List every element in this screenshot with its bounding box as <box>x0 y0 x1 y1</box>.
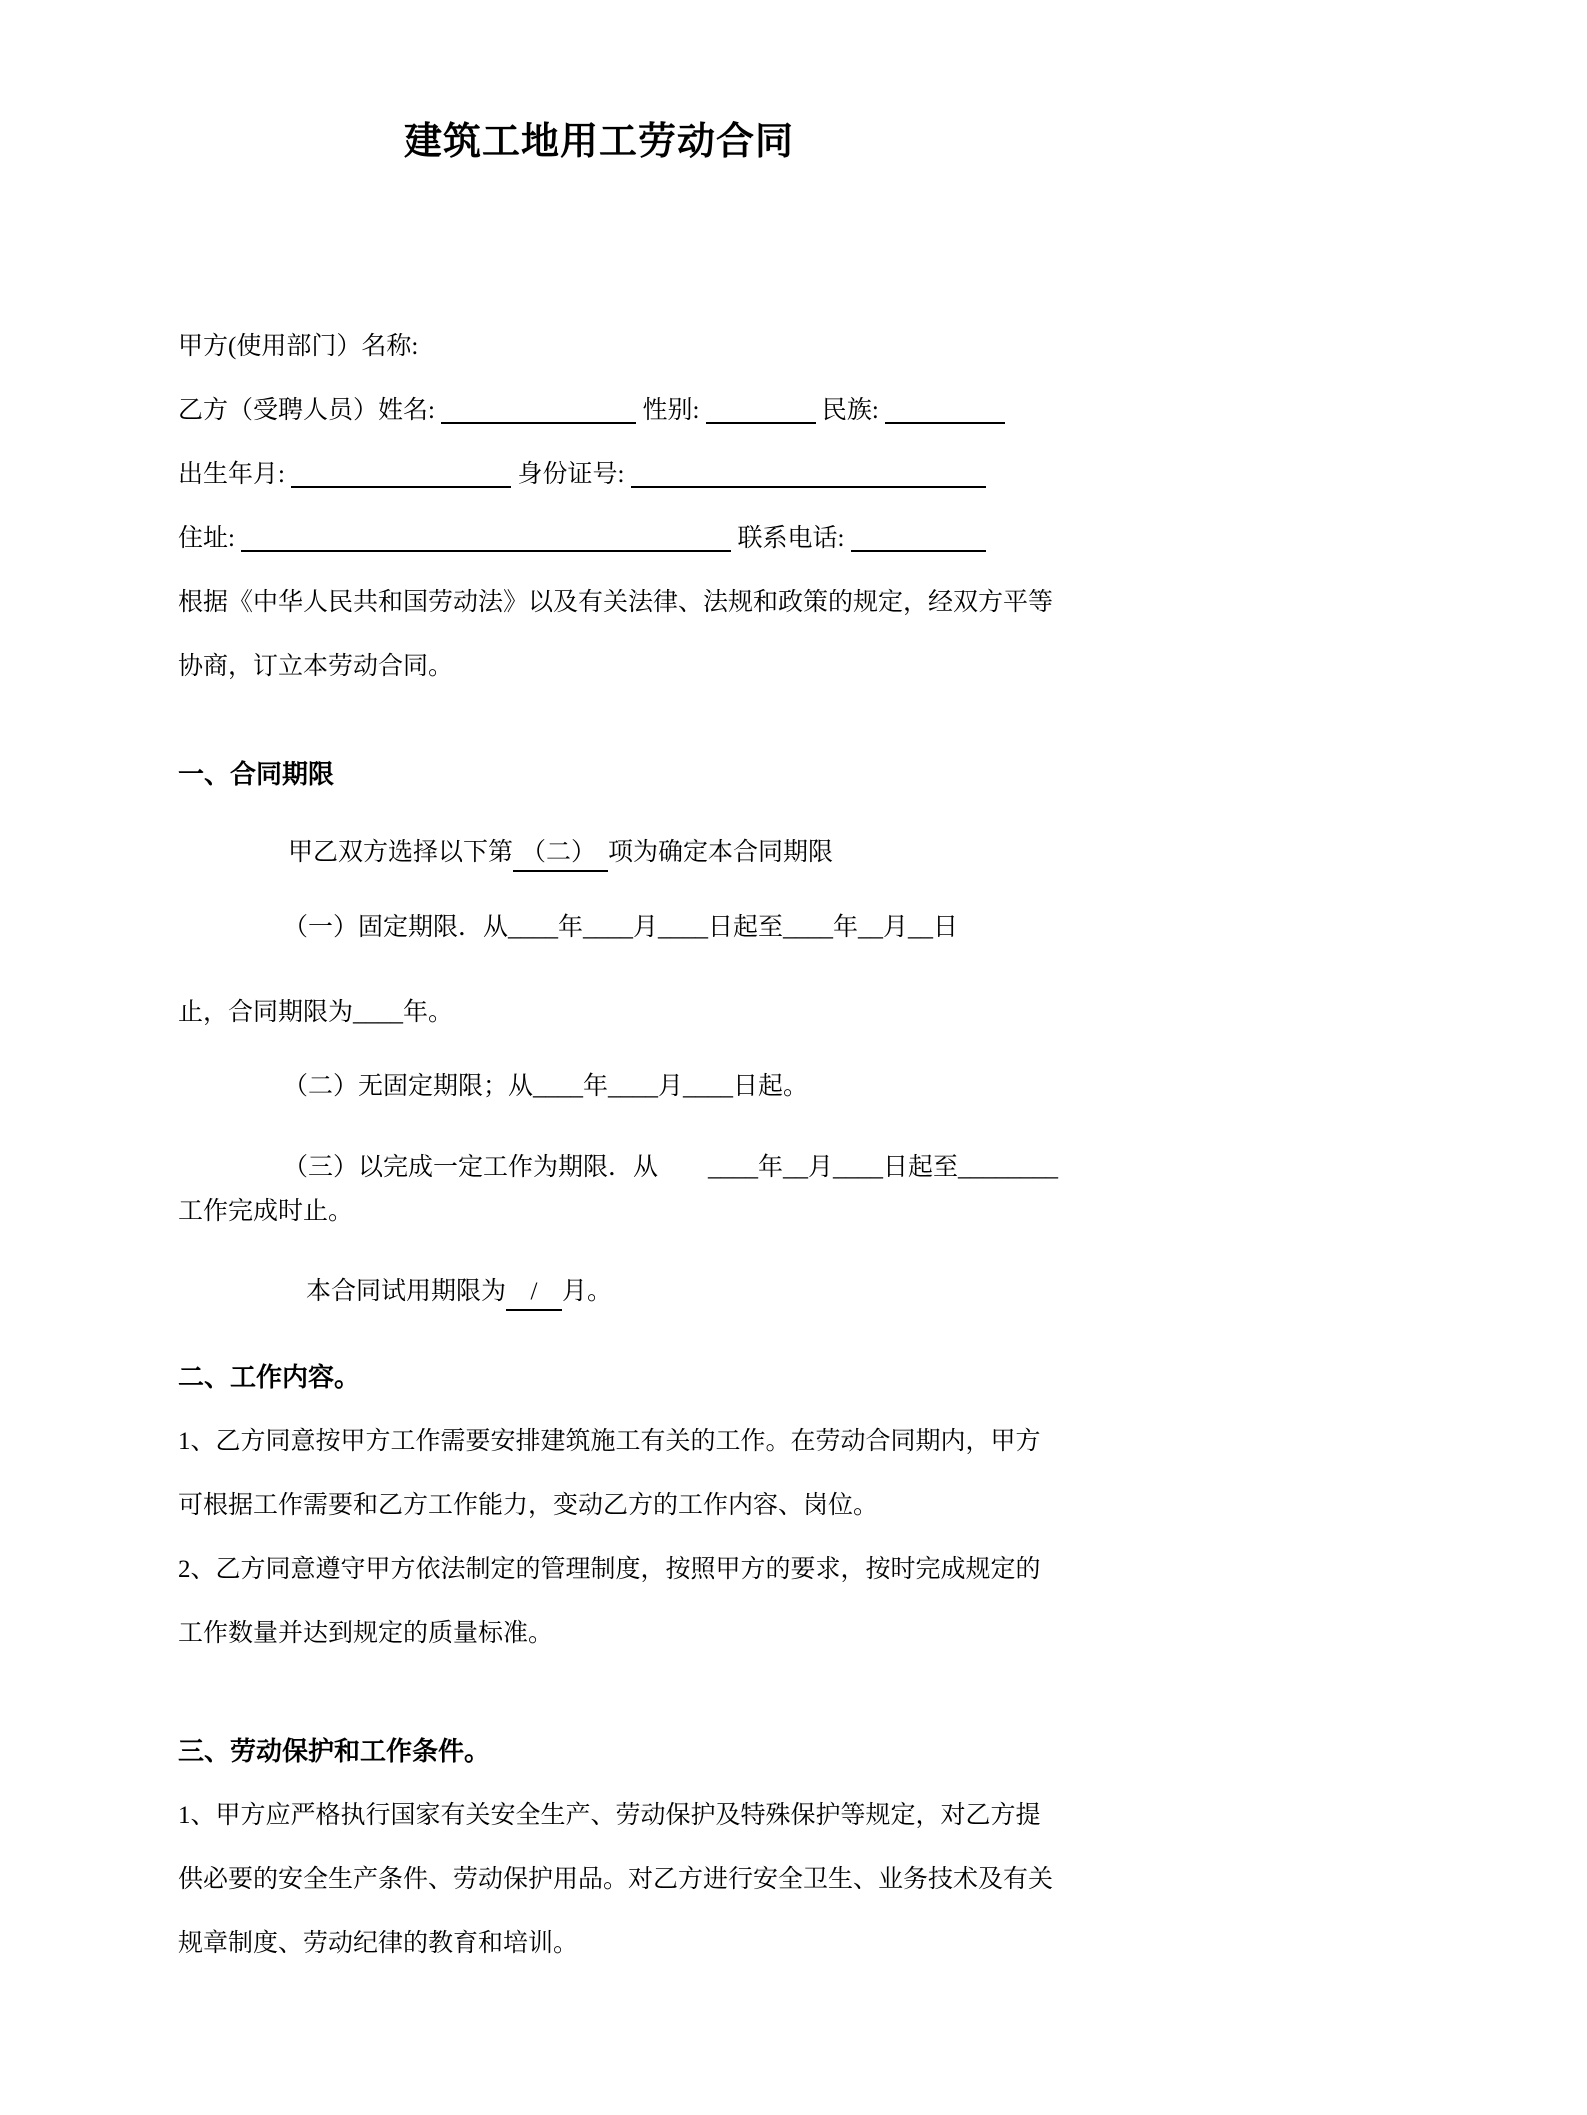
section-1-contract-term <box>178 743 1438 1324</box>
term-item-3-line1: （三）以完成一定工作为期限．从 ____年__月____日起至________ <box>283 1154 1059 1181</box>
phone-label: 联系电话: <box>737 525 845 552</box>
legal-basis-line2: 协商，订立本劳动合同。 <box>178 653 454 680</box>
document-title: 建筑工地用工劳动合同 <box>404 121 795 163</box>
birth-blank <box>291 462 511 488</box>
work-para-1-line2: 可根据工作需要和乙方工作能力，变动乙方的工作内容、岗位。 <box>178 1492 879 1519</box>
id-label: 身份证号: <box>517 461 625 488</box>
document-content <box>178 0 1438 1976</box>
birth-id-line <box>178 443 1438 507</box>
term-item-2: （二）无固定期限；从____年____月____日起。 <box>283 1073 809 1100</box>
term-item-1-line1: （一）固定期限．从____年____月____日起至____年__月__日 <box>283 914 959 941</box>
ethnicity-blank <box>885 398 1005 424</box>
term-choice-suffix: 项为确定本合同期限 <box>608 839 834 866</box>
work-para-2-line1: 2、乙方同意遵守甲方依法制定的管理制度，按照甲方的要求，按时完成规定的 <box>178 1556 1041 1583</box>
birth-label: 出生年月: <box>178 461 285 488</box>
address-phone-line <box>178 507 1438 571</box>
protection-para-1-line3: 规章制度、劳动纪律的教育和培训。 <box>178 1930 579 1957</box>
party-b-name-label: 乙方（受聘人员）姓名: <box>178 397 435 424</box>
party-a-line <box>178 315 1438 379</box>
term-item-1-line2: 止，合同期限为____年。 <box>178 999 454 1026</box>
term-item-3-line2: 工作完成时止。 <box>178 1198 354 1225</box>
address-label: 住址: <box>178 525 235 552</box>
ethnicity-label: 民族: <box>821 397 879 424</box>
work-para-1-line1: 1、乙方同意按甲方工作需要安排建筑施工有关的工作。在劳动合同期内，甲方 <box>178 1428 1041 1455</box>
party-a-label: 甲方(使用部门）名称: <box>178 333 419 360</box>
name-blank <box>441 398 636 424</box>
address-blank <box>241 526 731 552</box>
header-form <box>178 315 1438 699</box>
protection-para-1-line1: 1、甲方应严格执行国家有关安全生产、劳动保护及特殊保护等规定，对乙方提 <box>178 1802 1041 1829</box>
protection-para-1-line2: 供必要的安全生产条件、劳动保护用品。对乙方进行安全卫生、业务技术及有关 <box>178 1866 1054 1893</box>
section-3-heading: 三、劳动保护和工作条件。 <box>178 1737 491 1766</box>
section-1-heading: 一、合同期限 <box>178 760 335 789</box>
phone-blank <box>851 526 986 552</box>
gender-blank <box>706 398 816 424</box>
work-para-2-line2: 工作数量并达到规定的质量标准。 <box>178 1620 554 1647</box>
probation-line <box>178 1260 1438 1324</box>
legal-basis-line1: 根据《中华人民共和国劳动法》以及有关法律、法规和政策的规定，经双方平等 <box>178 589 1054 616</box>
term-choice-selected: （二） <box>513 838 608 872</box>
probation-suffix: 月。 <box>562 1278 613 1305</box>
section-3-labor-protection <box>178 1720 1438 1976</box>
gender-label: 性别: <box>642 397 700 424</box>
probation-blank: / <box>506 1277 562 1311</box>
term-choice-prefix: 甲乙双方选择以下第 <box>288 839 514 866</box>
id-blank <box>631 462 986 488</box>
party-b-line <box>178 379 1438 443</box>
probation-prefix: 本合同试用期限为 <box>306 1278 507 1305</box>
section-2-work-content <box>178 1346 1438 1666</box>
section-2-heading: 二、工作内容。 <box>178 1363 361 1392</box>
term-choice-line <box>178 821 1438 885</box>
